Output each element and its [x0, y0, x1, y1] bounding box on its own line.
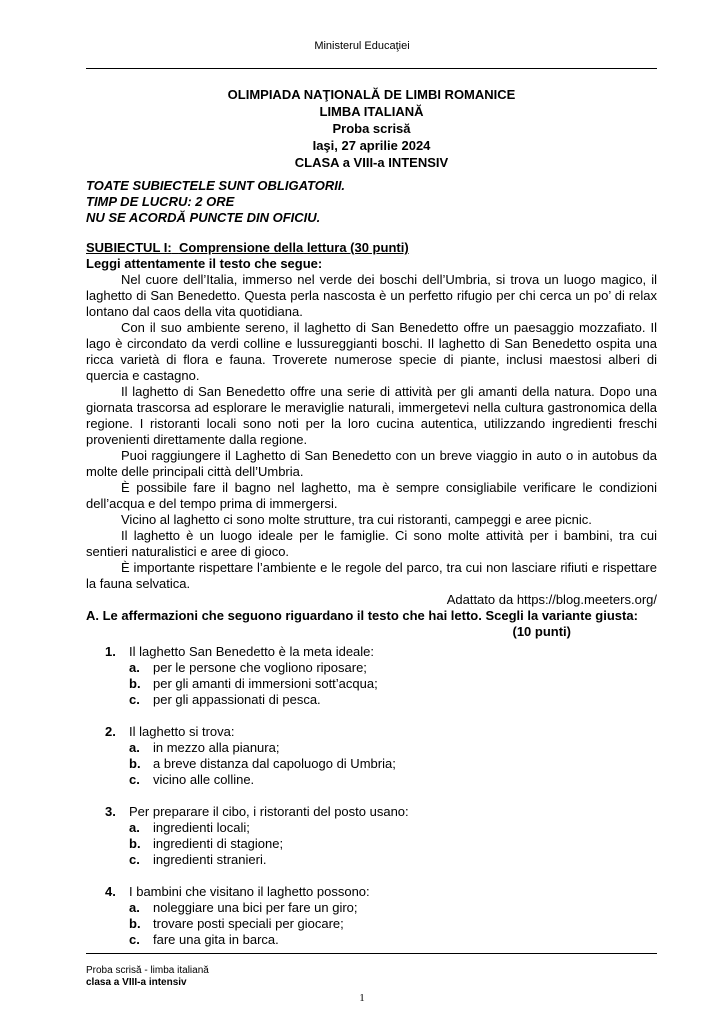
text-paragraph: Vicino al laghetto ci sono molte strutture, tra cui ristoranti, campeggi e aree picnic.	[121, 512, 592, 527]
part-a-heading: A. Le affermazioni che seguono riguardano il testo che hai letto. Scegli la variante giusta:	[86, 608, 638, 623]
option-letter: b.	[129, 676, 141, 691]
option-b[interactable]	[86, 916, 657, 932]
option-a[interactable]	[86, 740, 657, 756]
text-paragraph: Puoi raggiungere il Laghetto di San Benedetto con un breve viaggio in auto o in autobus da molte delle principali città dell’Umbria.	[86, 448, 657, 479]
question-4	[86, 884, 657, 948]
text-paragraph: È importante rispettare l’ambiente e le regole del parco, tra cui non lasciare rifiuti e rispettare la fauna selvatica.	[86, 560, 657, 591]
text-paragraph: Nel cuore dell’Italia, immerso nel verde dei boschi dell’Umbria, si trova un luogo magico, il laghetto di San Benedetto. Questa perla nascosta è un perfetto rifugio per chi cerca un po’ di relax lontano dal caos della vita quotidiana.	[86, 272, 657, 319]
footer-test-name: Proba scrisă - limba italiană	[86, 965, 209, 976]
option-a[interactable]	[86, 660, 657, 676]
option-text: trovare posti speciali per giocare;	[153, 916, 344, 931]
question-text: Il laghetto si trova:	[129, 724, 235, 739]
option-letter: a.	[129, 740, 140, 755]
rule-mandatory: TOATE SUBIECTELE SUNT OBLIGATORII.	[86, 178, 346, 193]
exam-date: Iaşi, 27 aprilie 2024	[312, 138, 431, 153]
option-text: a breve distanza dal capoluogo di Umbria;	[153, 756, 396, 771]
rule-no-points: NU SE ACORDĂ PUNCTE DIN OFICIU.	[86, 210, 321, 225]
option-letter: a.	[129, 660, 140, 675]
text-paragraph: Con il suo ambiente sereno, il laghetto di San Benedetto offre un paesaggio mozzafiato. Il lago è circondato da verdi colline e lussureggianti boschi. Il laghetto di San Benedetto ospita una ricca varietà di flora e fauna. Troverete numerose specie di piante, inclusi maestosi alberi di quercia e castagno.	[86, 320, 657, 383]
page-number: 1	[359, 992, 365, 1004]
question-text: I bambini che visitano il laghetto possono:	[129, 884, 370, 899]
question-number: 1.	[105, 644, 116, 659]
footer-class: clasa a VIII-a intensiv	[86, 977, 187, 988]
question-text: Il laghetto San Benedetto è la meta ideale:	[129, 644, 375, 659]
header-divider	[86, 68, 657, 69]
subject-1-label: SUBIECTUL I:	[86, 240, 172, 255]
option-text: ingredienti locali;	[153, 820, 250, 835]
option-b[interactable]	[86, 756, 657, 772]
subject-1-heading: Comprensione della lettura (30 punti)	[178, 240, 409, 255]
text-source: Adattato da https://blog.meeters.org/	[446, 592, 657, 607]
question-number: 2.	[105, 724, 116, 739]
option-text: per gli amanti di immersioni sott’acqua;	[153, 676, 378, 691]
option-text: fare una gita in barca.	[153, 932, 279, 947]
question-text: Per preparare il cibo, i ristoranti del posto usano:	[129, 804, 409, 819]
option-letter: c.	[129, 772, 140, 787]
option-text: per le persone che vogliono riposare;	[153, 660, 367, 675]
option-letter: c.	[129, 692, 140, 707]
option-letter: c.	[129, 932, 140, 947]
text-paragraph: Il laghetto di San Benedetto offre una serie di attività per gli amanti della natura. Dopo una giornata trascorsa ad esplorare le meraviglie naturali, immergetevi nella cultura gastronomica della regione. I ristoranti locali sono noti per la loro cucina autentica, utilizzando ingredienti freschi provenienti direttamente dalla regione.	[86, 384, 657, 447]
ministry-header: Ministerul Educaţiei	[314, 40, 410, 52]
subject-1-section	[86, 240, 657, 608]
option-a[interactable]	[86, 820, 657, 836]
option-c[interactable]	[86, 932, 657, 948]
option-c[interactable]	[86, 692, 657, 708]
option-c[interactable]	[86, 772, 657, 788]
question-3	[86, 804, 657, 868]
footer	[86, 965, 209, 989]
footer-divider	[86, 953, 657, 954]
question-1	[86, 644, 657, 708]
option-text: ingredienti stranieri.	[153, 852, 267, 867]
option-letter: a.	[129, 900, 140, 915]
part-a-points: (10 punti)	[512, 624, 571, 639]
option-letter: b.	[129, 836, 141, 851]
class-level: CLASA a VIII-a INTENSIV	[294, 155, 449, 170]
question-number: 4.	[105, 884, 116, 899]
part-a-section	[86, 608, 657, 948]
exam-title-block	[86, 86, 657, 171]
option-a[interactable]	[86, 900, 657, 916]
option-text: per gli appassionati di pesca.	[153, 692, 321, 707]
option-text: ingredienti di stagione;	[153, 836, 284, 851]
exam-rules	[86, 178, 345, 226]
option-b[interactable]	[86, 836, 657, 852]
question-list	[86, 644, 657, 948]
rule-time: TIMP DE LUCRU: 2 ORE	[86, 194, 235, 209]
olympiad-title: OLIMPIADA NAŢIONALĂ DE LIMBI ROMANICE	[227, 87, 516, 102]
text-paragraph: Il laghetto è un luogo ideale per le famiglie. Ci sono molte attività per i bambini, tra cui sentieri naturalistici e aree di gioco.	[86, 528, 657, 559]
option-c[interactable]	[86, 852, 657, 868]
option-text: noleggiare una bici per fare un giro;	[153, 900, 358, 915]
language-title: LIMBA ITALIANĂ	[319, 104, 424, 119]
test-type: Proba scrisă	[332, 121, 411, 136]
option-letter: b.	[129, 916, 141, 931]
option-letter: c.	[129, 852, 140, 867]
option-letter: a.	[129, 820, 140, 835]
option-letter: b.	[129, 756, 141, 771]
option-text: in mezzo alla pianura;	[153, 740, 280, 755]
option-b[interactable]	[86, 676, 657, 692]
subject-1-title	[86, 240, 657, 256]
question-number: 3.	[105, 804, 116, 819]
reading-instruction: Leggi attentamente il testo che segue:	[86, 256, 323, 271]
question-2	[86, 724, 657, 788]
text-paragraph: È possibile fare il bagno nel laghetto, ma è sempre consigliabile verificare le condizioni dell’acqua e del tempo prima di immergersi.	[86, 480, 657, 511]
option-text: vicino alle colline.	[153, 772, 255, 787]
